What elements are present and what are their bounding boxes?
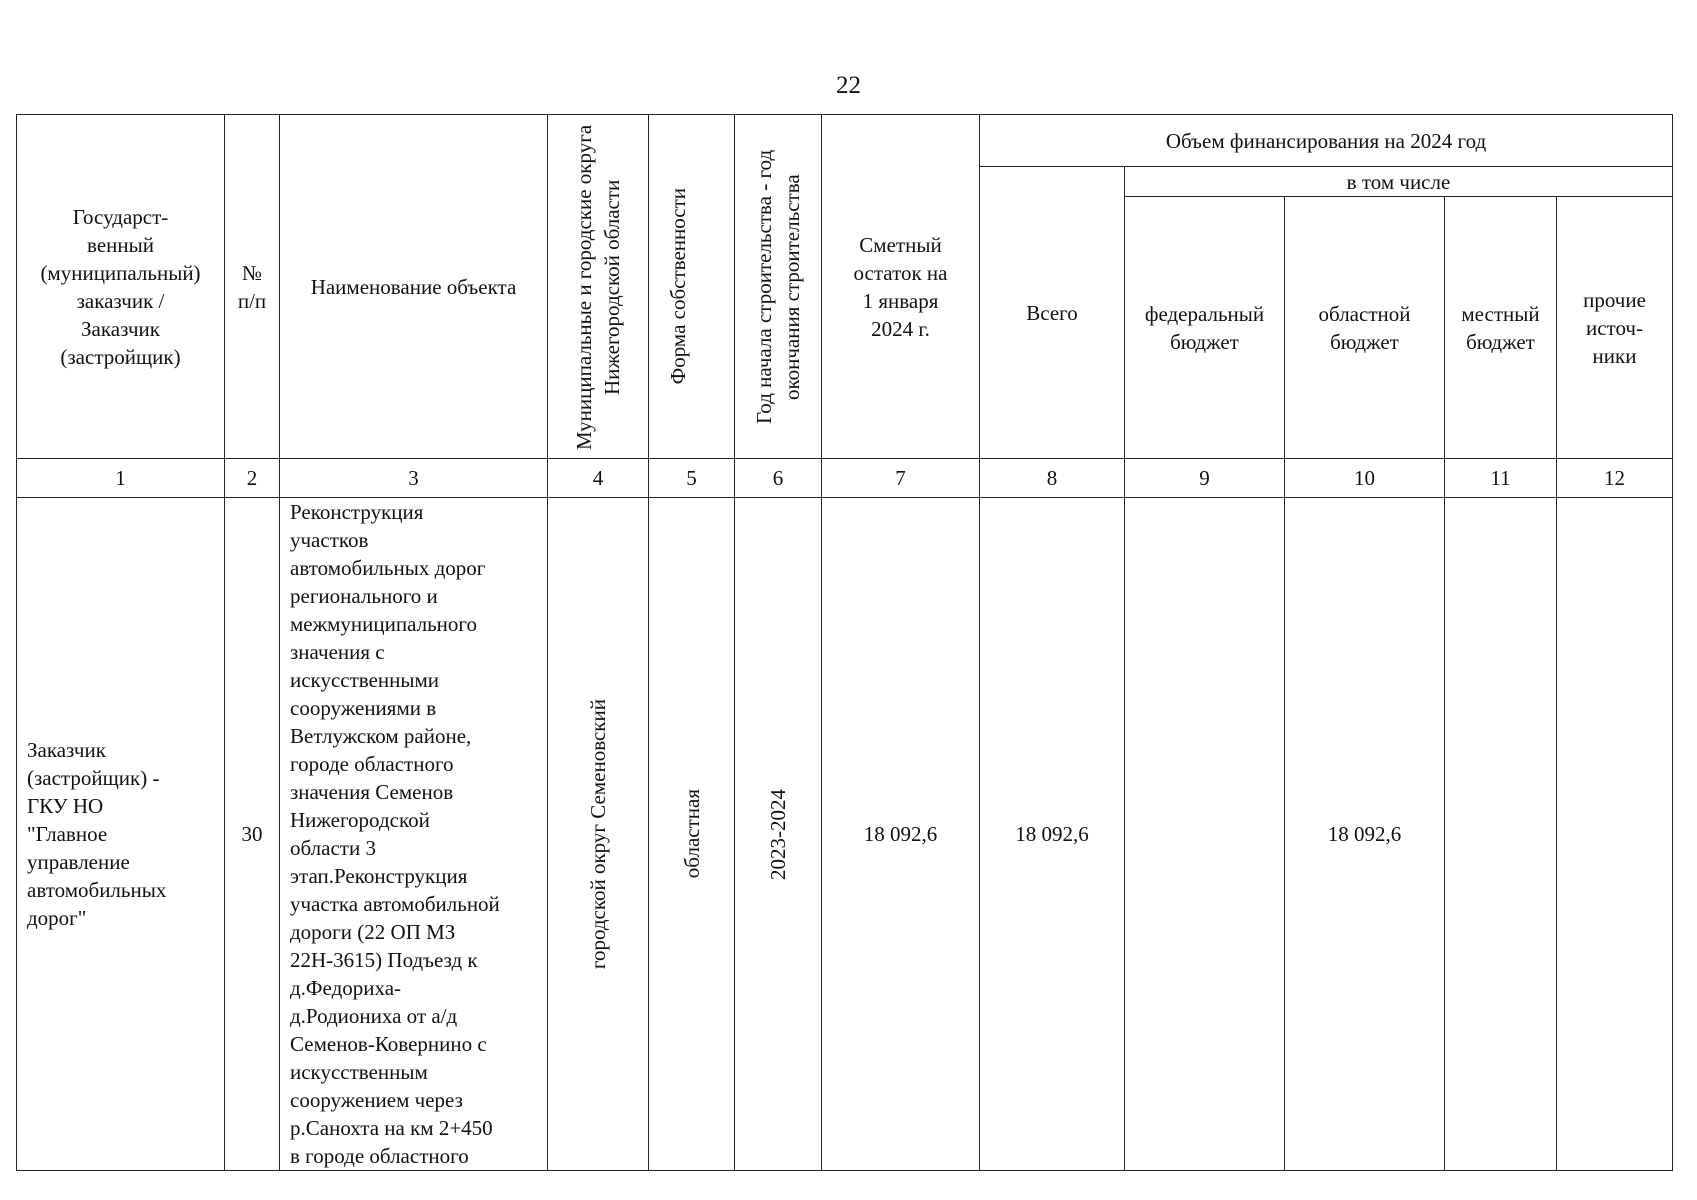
- header-regional: областной бюджет: [1285, 197, 1445, 459]
- row-object-name: Реконструкция участков автомобильных дорог регионального и межмуниципального значения с искусственными сооружениями в Ветлужском районе, городе областного значения Семенов Нижегородской области 3 этап.Реконструкция участка автомобильной дороги (22 ОП МЗ 22Н-3615) Подъезд к д.Федориха- д.Родиониха от а/д Семенов-Ковернино с искусственным сооружением через р.Санохта на км 2+450 в городе областного: [280, 498, 548, 1171]
- column-number: 4: [548, 459, 649, 498]
- column-number: 2: [225, 459, 280, 498]
- row-number: 30: [225, 498, 280, 1171]
- header-total: Всего: [980, 167, 1125, 459]
- header-years-label: Год начала строительства - год окончания строительства: [752, 149, 804, 424]
- header-number: № п/п: [225, 115, 280, 459]
- table-row: [17, 498, 1673, 1171]
- row-local: [1445, 498, 1557, 1171]
- header-financing-group: Объем финансирования на 2024 год: [980, 115, 1673, 167]
- row-customer: Заказчик (застройщик) - ГКУ НО "Главное управление автомобильных дорог": [17, 498, 225, 1171]
- header-estimated-balance: Сметный остаток на 1 января 2024 г.: [822, 115, 980, 459]
- column-number: 1: [17, 459, 225, 498]
- column-number: 3: [280, 459, 548, 498]
- header-years: [735, 115, 822, 459]
- column-number: 5: [649, 459, 735, 498]
- header-object-name: Наименование объекта: [280, 115, 548, 459]
- header-customer: Государст- венный (муниципальный) заказчик / Заказчик (застройщик): [17, 115, 225, 459]
- header-ownership-label: Форма собственности: [665, 188, 690, 385]
- column-number: 7: [822, 459, 980, 498]
- column-number: 10: [1285, 459, 1445, 498]
- investment-program-table: [16, 114, 1673, 1171]
- column-number: 6: [735, 459, 822, 498]
- column-number: 12: [1557, 459, 1673, 498]
- row-other: [1557, 498, 1673, 1171]
- header-ownership: [649, 115, 735, 459]
- row-regional: 18 092,6: [1285, 498, 1445, 1171]
- row-total: 18 092,6: [980, 498, 1125, 1171]
- column-number: 9: [1125, 459, 1285, 498]
- header-federal: федеральный бюджет: [1125, 197, 1285, 459]
- header-row-1: [17, 115, 1673, 167]
- header-local: местный бюджет: [1445, 197, 1557, 459]
- row-ownership-value: областная: [679, 789, 704, 879]
- row-municipality-value: городской округ Семеновский: [586, 698, 610, 970]
- column-number: 11: [1445, 459, 1557, 498]
- header-including: в том числе: [1125, 167, 1673, 197]
- header-other: прочие источ- ники: [1557, 197, 1673, 459]
- page-number: 22: [836, 72, 861, 99]
- column-number-row: [17, 459, 1673, 498]
- row-federal: [1125, 498, 1285, 1171]
- row-estimated-balance: 18 092,6: [822, 498, 980, 1171]
- row-ownership: [649, 498, 735, 1171]
- column-number: 8: [980, 459, 1125, 498]
- row-municipality: [548, 498, 649, 1171]
- header-municipality-label: Муниципальные и городские округа Нижегородской области: [572, 123, 624, 450]
- header-municipality: [548, 115, 649, 459]
- row-years: [735, 498, 822, 1171]
- row-years-value: 2023-2024: [766, 788, 790, 880]
